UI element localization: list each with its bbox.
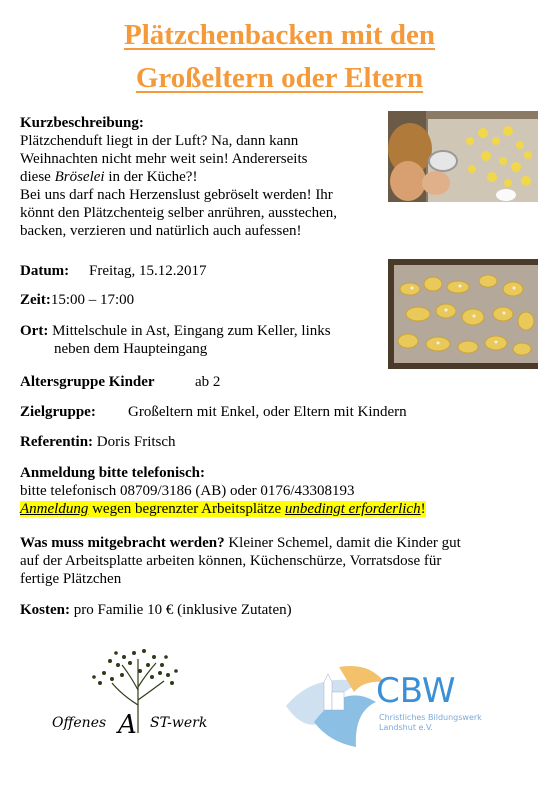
mitbringen-label: Was muss mitgebracht werden? bbox=[20, 535, 225, 551]
ort-value-1: Mittelschule in Ast, Eingang zum Keller, links bbox=[52, 323, 331, 339]
ziel-label: Zielgruppe: bbox=[20, 404, 96, 420]
ort-value-2: neben dem Haupteingang bbox=[54, 341, 208, 357]
zeit-label: Zeit: bbox=[20, 292, 51, 308]
kosten-label: Kosten: bbox=[20, 602, 70, 618]
ref-value: Doris Fritsch bbox=[96, 434, 176, 450]
kurz-line-5: könnt den Plätzchenteig selber anrühren, ausstechen, bbox=[20, 205, 337, 221]
alter-label: Altersgruppe Kinder bbox=[20, 374, 155, 390]
datum-value: Freitag, 15.12.2017 bbox=[89, 263, 207, 279]
anmeldung-label: Anmeldung bitte telefonisch: bbox=[20, 465, 205, 481]
cbw-subtitle-1: Christliches Bildungswerk bbox=[379, 713, 482, 722]
ziel-value: Großeltern mit Enkel, oder Eltern mit Kindern bbox=[128, 404, 407, 420]
broeselei-word: Bröselei bbox=[54, 169, 105, 185]
logo-text-offenes: Offenes bbox=[52, 715, 107, 731]
ref-row bbox=[20, 433, 176, 451]
logo-letter-a: A bbox=[118, 710, 137, 737]
cbw-name: CBW bbox=[376, 671, 456, 711]
mitbringen-line-1: Was muss mitgebracht werden? Kleiner Schemel, damit die Kinder gut bbox=[20, 535, 461, 551]
alter-value: ab 2 bbox=[195, 374, 221, 390]
kosten-value: pro Familie 10 € (inklusive Zutaten) bbox=[70, 602, 292, 618]
offenes-ast-werk-logo bbox=[52, 645, 224, 737]
logo-text-werk: ST-werk bbox=[150, 715, 208, 731]
zeit-value: 15:00 – 17:00 bbox=[50, 292, 135, 308]
ref-label: Referentin: bbox=[20, 434, 94, 450]
cbw-subtitle-2: Landshut e.V. bbox=[379, 723, 433, 732]
kurz-line-2: Weihnachten nicht mehr weit sein! Andererseits bbox=[20, 151, 308, 167]
kurz-line-1: Plätzchenduft liegt in der Luft? Na, dann kann bbox=[20, 133, 299, 149]
kurzbeschreibung-label: Kurzbeschreibung: bbox=[20, 115, 144, 131]
kurz-line-4: Bei uns darf nach Herzenslust gebröselt werden! Ihr bbox=[20, 187, 333, 203]
mitbringen-line-3: fertige Plätzchen bbox=[20, 571, 122, 587]
ort-row bbox=[20, 322, 331, 340]
anmeldung-required-note: Anmeldung wegen begrenzter Arbeitsplätze unbedingt erforderlich! bbox=[20, 501, 426, 517]
zeit-row bbox=[20, 291, 134, 309]
mitbringen-line-2: auf der Arbeitsplatte arbeiten können, Küchenschürze, Vorratsdose für bbox=[20, 553, 442, 569]
anmeldung-phone: bitte telefonisch 08709/3186 (AB) oder 0176/43308193 bbox=[20, 483, 355, 499]
page-title-line1: Plätzchenbacken mit den bbox=[124, 19, 435, 51]
page-title-line2: Großeltern oder Eltern bbox=[135, 62, 424, 94]
baking-photo-children bbox=[388, 111, 538, 202]
baking-photo-cookies bbox=[388, 259, 538, 369]
kosten-row bbox=[20, 601, 292, 619]
kurz-line-6: backen, verzieren und natürlich auch aufessen! bbox=[20, 223, 302, 239]
cbw-logo bbox=[284, 662, 504, 752]
datum-label: Datum: bbox=[20, 263, 70, 279]
kurz-line-3: diese Bröselei in der Küche?! bbox=[20, 169, 198, 185]
ort-label: Ort: bbox=[20, 323, 49, 339]
